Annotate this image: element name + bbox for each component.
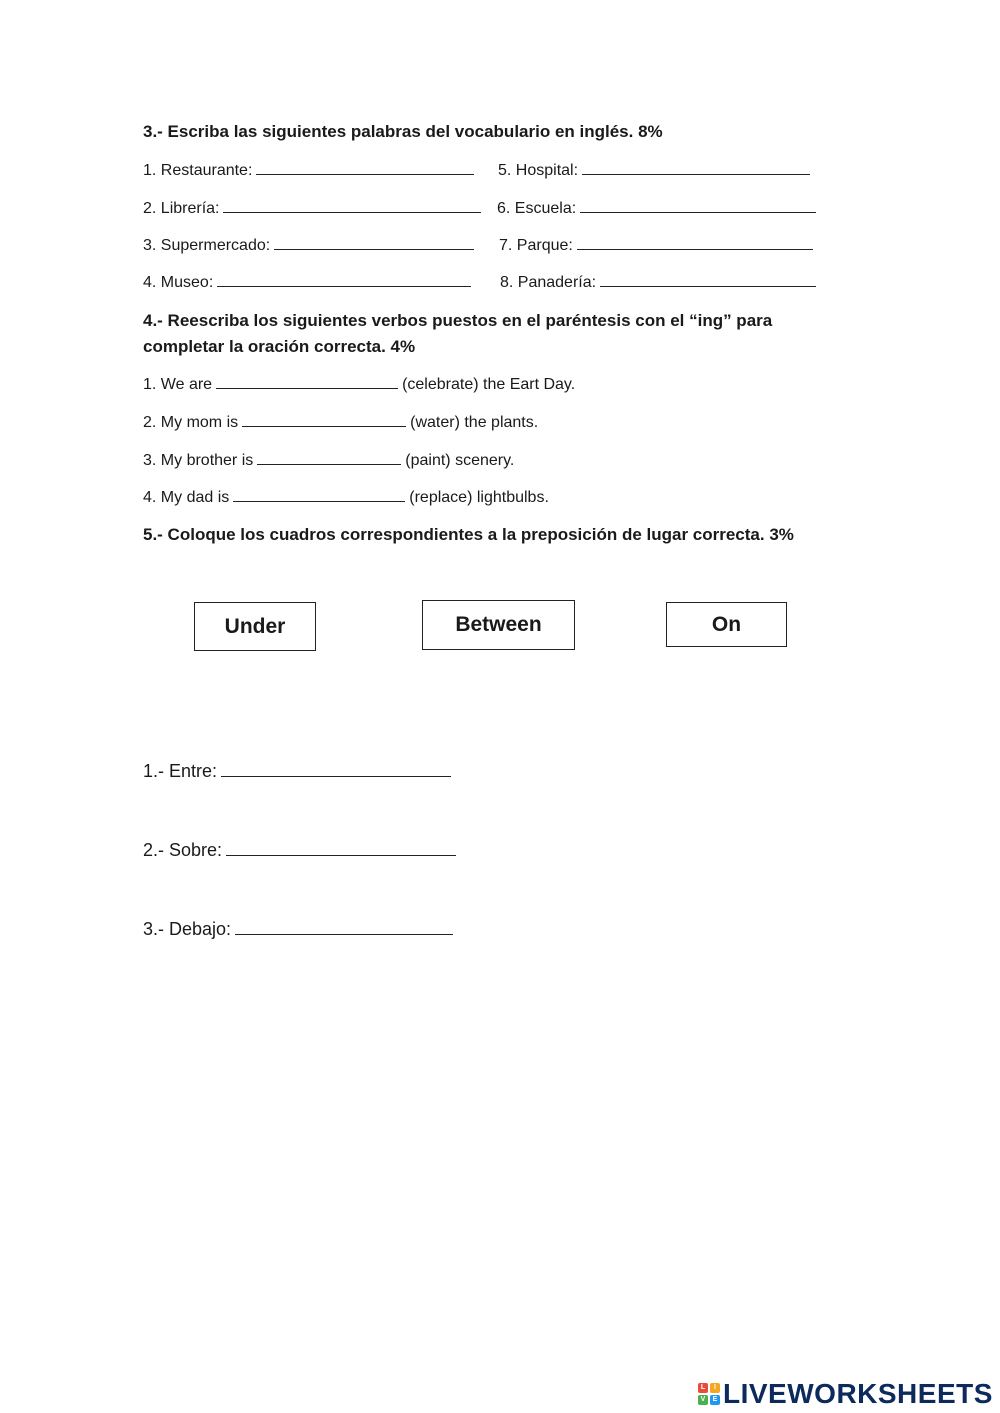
section-4-heading-line-1: 4.- Reescriba los siguientes verbos puestos en el paréntesis con el “ing” para: [143, 311, 773, 330]
answer-blank[interactable]: [216, 374, 398, 389]
answer-blank[interactable]: [582, 160, 810, 175]
answer-blank[interactable]: [217, 272, 471, 287]
vocab-item-3: [143, 235, 478, 255]
logo-tile: E: [710, 1395, 720, 1405]
sentence-suffix: (celebrate) the Eart Day.: [402, 376, 576, 393]
liveworksheets-logo: [698, 1378, 993, 1410]
draggable-box-on[interactable]: On: [666, 602, 787, 647]
sentence-suffix: (paint) scenery.: [405, 452, 515, 469]
sentence-suffix: (replace) lightbulbs.: [409, 489, 549, 506]
answer-blank[interactable]: [257, 450, 401, 465]
answer-blank[interactable]: [577, 235, 813, 250]
answer-blank[interactable]: [233, 487, 405, 502]
section-4-heading-line-2: completar la oración correcta. 4%: [143, 337, 416, 356]
section-3-heading: 3.- Escriba las siguientes palabras del vocabulario en inglés. 8%: [143, 122, 663, 141]
vocab-item-label: 2. Librería:: [143, 200, 220, 217]
answer-label: 3.- Debajo:: [143, 919, 232, 939]
sentence-item-2: [143, 412, 538, 432]
vocab-item-5: [498, 160, 814, 180]
vocab-item-label: 3. Supermercado:: [143, 237, 271, 254]
answer-label: 2.- Sobre:: [143, 840, 223, 860]
answer-blank[interactable]: [242, 412, 406, 427]
vocab-item-2: [143, 198, 485, 218]
answer-item-entre: [143, 761, 455, 782]
vocab-item-6: [497, 198, 820, 218]
sentence-item-4: [143, 487, 549, 507]
answer-item-sobre: [143, 840, 460, 861]
liveworksheets-logo-text: LIVEWORKSHEETS: [723, 1378, 993, 1409]
vocab-item-1: [143, 160, 478, 180]
answer-blank[interactable]: [600, 272, 816, 287]
vocab-item-label: 5. Hospital:: [498, 162, 579, 179]
answer-drop-blank[interactable]: [221, 762, 451, 777]
answer-blank[interactable]: [256, 160, 474, 175]
sentence-prefix: 4. My dad is: [143, 489, 230, 506]
vocab-item-label: 4. Museo:: [143, 274, 214, 291]
sentence-item-1: [143, 374, 575, 394]
liveworksheets-logo-icon: [698, 1383, 720, 1405]
answer-blank[interactable]: [223, 198, 481, 213]
logo-tile: V: [698, 1395, 708, 1405]
sentence-suffix: (water) the plants.: [410, 414, 539, 431]
sentence-item-3: [143, 450, 514, 470]
logo-tile: L: [698, 1383, 708, 1393]
vocab-item-label: 8. Panadería:: [500, 274, 597, 291]
vocab-item-4: [143, 272, 475, 292]
answer-drop-blank[interactable]: [235, 920, 453, 935]
vocab-item-label: 7. Parque:: [499, 237, 573, 254]
sentence-prefix: 3. My brother is: [143, 452, 254, 469]
section-5-heading: 5.- Coloque los cuadros correspondientes a la preposición de lugar correcta. 3%: [143, 525, 794, 544]
sentence-prefix: 1. We are: [143, 376, 213, 393]
answer-blank[interactable]: [274, 235, 474, 250]
vocab-item-label: 1. Restaurante:: [143, 162, 253, 179]
vocab-item-7: [499, 235, 817, 255]
sentence-prefix: 2. My mom is: [143, 414, 239, 431]
vocab-item-label: 6. Escuela:: [497, 200, 577, 217]
answer-item-debajo: [143, 919, 457, 940]
logo-tile: I: [710, 1383, 720, 1393]
draggable-box-between[interactable]: Between: [422, 600, 575, 650]
answer-drop-blank[interactable]: [226, 841, 456, 856]
vocab-item-8: [500, 272, 820, 292]
draggable-box-under[interactable]: Under: [194, 602, 316, 651]
answer-label: 1.- Entre:: [143, 761, 218, 781]
answer-blank[interactable]: [580, 198, 816, 213]
